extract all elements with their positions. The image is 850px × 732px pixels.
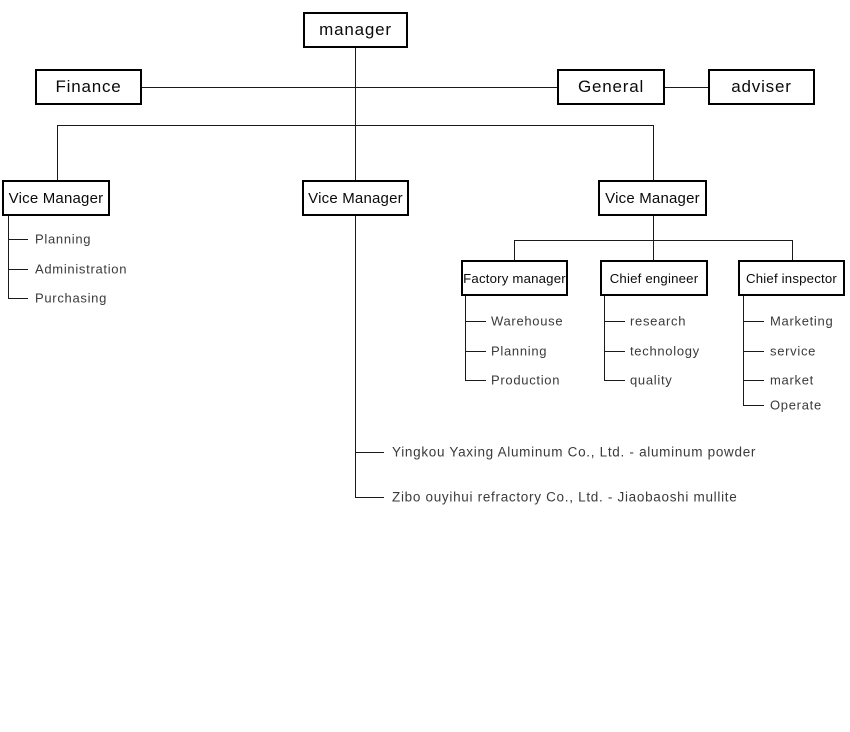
spine-factory bbox=[465, 296, 466, 380]
tick bbox=[604, 380, 625, 381]
dept-item-quality: quality bbox=[630, 372, 673, 388]
node-factory-manager bbox=[461, 260, 568, 296]
tick bbox=[743, 380, 764, 381]
node-manager bbox=[303, 12, 408, 48]
connector-drop-vice-right bbox=[653, 125, 654, 180]
node-vice-manager-middle-label: Vice Manager bbox=[308, 189, 403, 207]
supplier-item-yingkou: Yingkou Yaxing Aluminum Co., Ltd. - aluminum powder bbox=[392, 444, 757, 460]
node-general-label: General bbox=[577, 77, 645, 96]
dept-item-research: research bbox=[630, 313, 687, 329]
node-factory-manager-label: Factory manager bbox=[463, 270, 566, 286]
connector-vice-bus bbox=[57, 125, 653, 126]
node-adviser bbox=[708, 69, 815, 105]
tick bbox=[743, 351, 764, 352]
tick bbox=[604, 321, 625, 322]
connector-vice-right-stem bbox=[653, 216, 654, 240]
node-vice-manager-left bbox=[2, 180, 110, 216]
tick bbox=[355, 452, 384, 453]
node-chief-engineer-label: Chief engineer bbox=[609, 270, 699, 286]
dept-item-service: service bbox=[770, 343, 817, 359]
dept-item-operate: Operate bbox=[770, 397, 822, 413]
spine-vice-middle bbox=[355, 216, 356, 497]
dept-item-production: Production bbox=[491, 372, 561, 388]
node-finance-label: Finance bbox=[55, 77, 122, 96]
node-general bbox=[557, 69, 665, 105]
tick bbox=[604, 351, 625, 352]
tick bbox=[465, 321, 486, 322]
dept-item-market: market bbox=[770, 372, 814, 388]
node-vice-manager-left-label: Vice Manager bbox=[8, 189, 104, 207]
dept-item-warehouse: Warehouse bbox=[491, 313, 564, 329]
dept-item-planning-2: Planning bbox=[491, 343, 548, 359]
tick bbox=[355, 497, 384, 498]
node-chief-inspector bbox=[738, 260, 845, 296]
dept-item-purchasing: Purchasing bbox=[35, 290, 108, 306]
node-chief-engineer bbox=[600, 260, 708, 296]
tick bbox=[8, 239, 28, 240]
node-vice-manager-right-label: Vice Manager bbox=[605, 189, 700, 207]
spine-vice-left bbox=[8, 216, 9, 298]
tick bbox=[8, 269, 28, 270]
spine-engineer bbox=[604, 296, 605, 380]
dept-item-administration: Administration bbox=[35, 261, 128, 277]
connector-drop-vice-left bbox=[57, 125, 58, 180]
node-vice-manager-right bbox=[598, 180, 707, 216]
tick bbox=[743, 405, 764, 406]
tick bbox=[8, 298, 28, 299]
dept-item-marketing: Marketing bbox=[770, 313, 834, 329]
connector-general-adviser bbox=[665, 87, 708, 88]
supplier-item-zibo: Zibo ouyihui refractory Co., Ltd. - Jiaobaoshi mullite bbox=[392, 489, 738, 505]
tick bbox=[465, 351, 486, 352]
node-vice-manager-middle bbox=[302, 180, 409, 216]
connector-finance-general bbox=[142, 87, 557, 88]
node-adviser-label: adviser bbox=[731, 77, 792, 96]
connector-drop-inspector bbox=[792, 240, 793, 260]
connector-drop-engineer bbox=[653, 240, 654, 260]
node-chief-inspector-label: Chief inspector bbox=[746, 270, 837, 286]
dept-item-technology: technology bbox=[630, 343, 700, 359]
tick bbox=[465, 380, 486, 381]
connector-drop-factory bbox=[514, 240, 515, 260]
tick bbox=[743, 321, 764, 322]
node-finance bbox=[35, 69, 142, 105]
node-manager-label: manager bbox=[319, 20, 392, 39]
connector-manager-trunk bbox=[355, 48, 356, 180]
dept-item-planning: Planning bbox=[35, 231, 92, 247]
